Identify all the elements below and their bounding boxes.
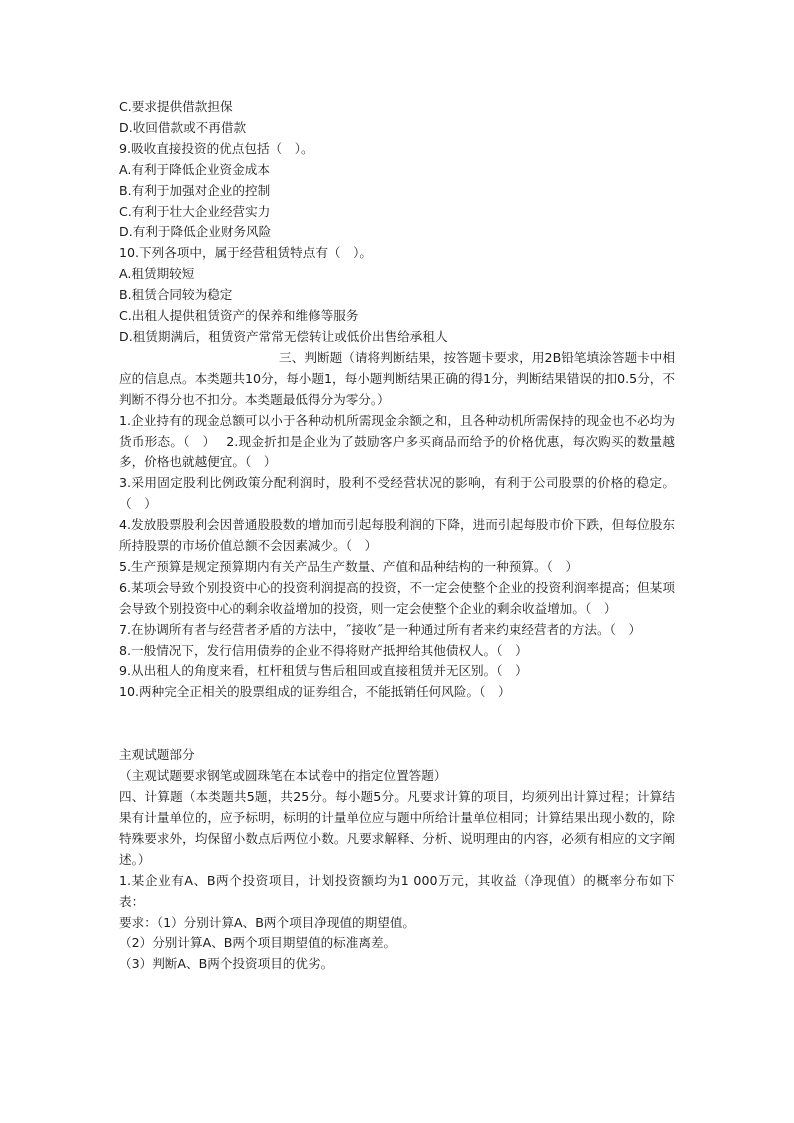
judgement-item-9: 9.从出租人的角度来看，杠杆租赁与售后租回或直接租赁并无区别。（ ） [119,663,528,679]
question-10-option-b: B.租赁合同较为稳定 [119,287,233,303]
judgement-item-6: 6.某项会导致个别投资中心的投资利润提高的投资，不一定会使整个企业的投资利润率提高；但某项会导致个别投资中心的剩余收益增加的投资，则一定会使整个企业的剩余收益增加。（ ） [119,579,675,616]
section-4-title: 四、计算题（本类题共5题，共25分。每小题5分。凡要求计算的项目，均须列出计算过程；计算结果有计量单位的，应予标明，标明的计量单位应与题中所给计量单位相同；计算结果出现小数的，除特殊要求外，均保留小数点后两位小数。凡要求解释、分析、说明理由的内容，必须有相应的文字阐述。） [119,789,675,867]
question-10: 10.下列各项中，属于经营租赁特点有（ ）。 [119,245,373,261]
judgement-item-1-2: 1.企业持有的现金总额可以小于各种动机所需现金余额之和，且各种动机所需保持的现金也不必均为货币形态。（ ） 2.现金折扣是企业为了鼓励客户多买商品而给予的价格优惠，每次购买的数量越多，价格也就越便宜。（ ） [119,412,675,470]
question-10-option-c: C.出租人提供租赁资产的保养和维修等服务 [119,308,359,324]
judgement-item-3: 3.采用固定股利比例政策分配利润时，股利不受经营状况的影响，有利于公司股票的价格的稳定。（ ） [119,475,675,512]
judgement-item-10: 10.两种完全正相关的股票组成的证券组合，不能抵销任何风险。（ ） [119,684,511,700]
judgement-item-4: 4.发放股票股利会因普通股股数的增加而引起每股利润的下降，进而引起每股市价下跌，但每位股东所持股票的市场价值总额不会因素减少。（ ） [119,517,675,554]
judgement-item-7: 7.在协调所有者与经营者矛盾的方法中，˝接收˝是一种通过所有者来约束经营者的方法。（ ） [119,621,642,637]
requirement-3: （3）判断A、B两个投资项目的优劣。 [119,956,334,972]
option-c-loan-guarantee: C.要求提供借款担保 [119,99,233,114]
requirement-1: 要求：（1）分别计算A、B两个项目净现值的期望值。 [119,914,416,930]
question-9-option-d: D.有利于降低企业财务风险 [119,224,272,240]
requirement-2: （2）分别计算A、B两个项目期望值的标准离差。 [119,935,397,951]
question-10-option-d: D.租赁期满后，租赁资产常常无偿转让或低价出售给承租人 [119,328,448,344]
option-d-recall-loan: D.收回借款或不再借款 [119,119,247,135]
question-9-option-c: C.有利于壮大企业经营实力 [119,203,271,219]
section-spacer [119,703,675,745]
subjective-note: （主观试题要求钢笔或圆珠笔在本试卷中的指定位置答题） [119,768,447,784]
question-9-option-a: A.有利于降低企业资金成本 [119,161,270,177]
document-body [119,97,675,975]
calc-question-1: 1.某企业有A、B两个投资项目，计划投资额均为1 000万元，其收益（净现值）的概率分布如下表： [119,872,675,909]
section-3-title: 三、判断题（请将判断结果，按答题卡要求，用2B铅笔填涂答题卡中相应的信息点。本类题共10分，每小题1，每小题判断结果正确的得1分，判断结果错误的扣0.5分，不判断不得分也不扣分。本类题最低得分为零分。） [119,349,675,407]
question-9-option-b: B.有利于加强对企业的控制 [119,182,271,198]
question-9: 9.吸收直接投资的优点包括（ ）。 [119,140,314,156]
judgement-item-8: 8.一般情况下，发行信用债券的企业不得将财产抵押给其他债权人。（ ） [119,642,528,658]
subjective-heading: 主观试题部分 [119,747,195,763]
question-10-option-a: A.租赁期较短 [119,266,195,282]
judgement-item-5: 5.生产预算是规定预算期内有关产品生产数量、产值和品种结构的一种预算。（ ） [119,558,579,574]
